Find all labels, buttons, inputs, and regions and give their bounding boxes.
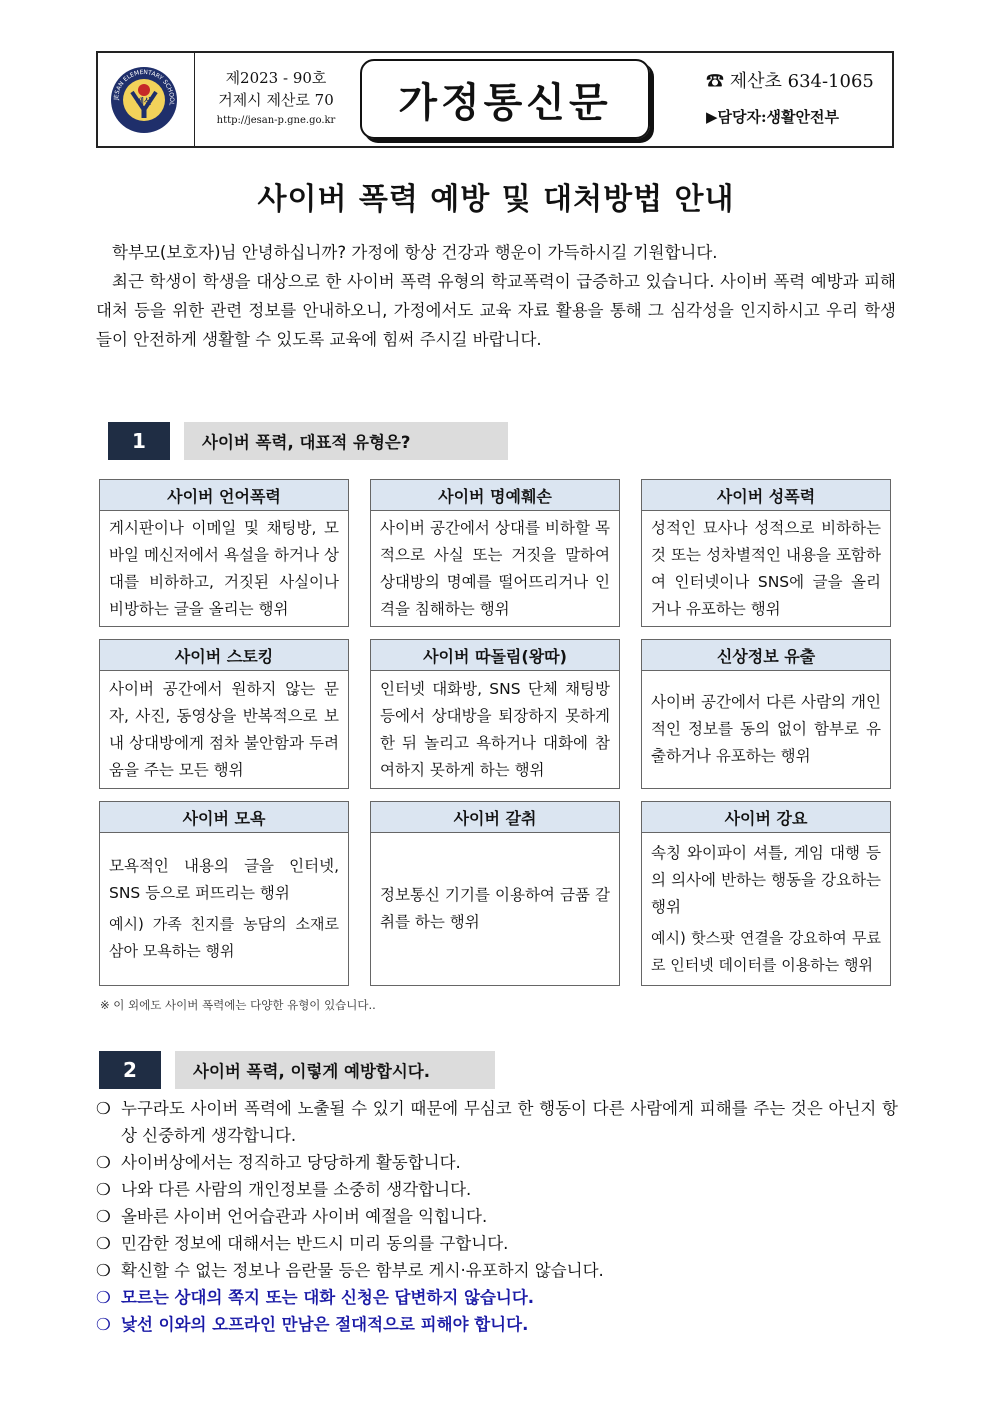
type-title: 사이버 스토킹 <box>100 640 348 671</box>
logo-cell <box>98 53 195 146</box>
type-box-coercion <box>641 801 891 986</box>
list-item: ❍ 사이버상에서는 정직하고 당당하게 활동합니다. <box>96 1149 898 1176</box>
type-desc: 사이버 공간에서 원하지 않는 문자, 사진, 동영상을 반복적으로 보내 상대방에게 점차 불안함과 두려움을 주는 모든 행위 <box>109 679 339 779</box>
intro-body: 최근 학생이 학생을 대상으로 한 사이버 폭력 유형의 학교폭력이 급증하고 있습니다. 사이버 폭력 예방과 피해 대처 등을 위한 관련 정보를 안내하오니, 가정에서도 교육 자료 활용을 통해 그 심각성을 인지하시고 우리 학생들이 안전하게 생활할 수 있도록 교육에 힘써 주시길 바랍니다. <box>96 272 896 349</box>
newsletter-title: 가정통신문 <box>398 78 612 126</box>
issue-meta <box>202 67 350 129</box>
newsletter-header <box>96 51 894 148</box>
section-1-header <box>108 422 508 460</box>
section-1-number: 1 <box>108 422 170 460</box>
list-item: ❍ 확신할 수 없는 정보나 음란물 등은 함부로 게시·유포하지 않습니다. <box>96 1257 898 1284</box>
newsletter-title-box <box>360 59 650 139</box>
list-item: ❍ 민감한 정보에 대해서는 반드시 미리 동의를 구합니다. <box>96 1230 898 1257</box>
circle-bullet-icon: ❍ <box>96 1207 111 1226</box>
list-item: ❍ 누구라도 사이버 폭력에 노출될 수 있기 때문에 무심코 한 행동이 다른 사람에게 피해를 주는 것은 아닌지 항상 신중하게 생각합니다. <box>96 1095 898 1149</box>
circle-bullet-icon: ❍ <box>96 1153 111 1172</box>
svg-text:JESAN ELEMENTARY SCHOOL: JESAN ELEMENTARY SCHOOL <box>112 68 176 106</box>
list-item: ❍ 나와 다른 사람의 개인정보를 소중히 생각합니다. <box>96 1176 898 1203</box>
type-desc: 게시판이나 이메일 및 채팅방, 모바일 메신저에서 욕설을 하거나 상대를 비하하고, 거짓된 사실이나 비방하는 글을 올리는 행위 <box>109 518 339 618</box>
list-item-emphasis: ❍ 낯선 이와의 오프라인 만남은 절대적으로 피해야 합니다. <box>96 1311 898 1338</box>
type-desc: 모욕적인 내용의 글을 인터넷, SNS 등으로 퍼뜨리는 행위 <box>109 857 339 902</box>
circle-bullet-icon: ❍ <box>96 1261 111 1280</box>
type-title: 사이버 강요 <box>642 802 890 833</box>
type-box-ostracism <box>370 639 620 789</box>
school-address: 거제시 제산로 70 <box>218 91 334 109</box>
contact-info <box>706 69 891 129</box>
type-title: 사이버 명예훼손 <box>371 480 619 511</box>
type-box-sexual <box>641 479 891 627</box>
type-desc: 사이버 공간에서 다른 사람의 개인적인 정보를 동의 없이 함부로 유출하거나 유포하는 행위 <box>651 693 881 765</box>
type-desc: 성적인 묘사나 성적으로 비하하는 것 또는 성차별적인 내용을 포함하여 인터넷이나 SNS에 글을 올리거나 유포하는 행위 <box>651 518 881 618</box>
type-title: 사이버 성폭력 <box>642 480 890 511</box>
type-box-personal-info <box>641 639 891 789</box>
type-example: 예시) 가족 친지를 농담의 소재로 삼아 모욕하는 행위 <box>109 915 339 960</box>
type-desc: 사이버 공간에서 상대를 비하할 목적으로 사실 또는 거짓을 말하여 상대방의 명예를 떨어뜨리거나 인격을 침해하는 행위 <box>380 518 610 618</box>
type-box-extortion <box>370 801 620 986</box>
type-title: 신상정보 유출 <box>642 640 890 671</box>
phone-icon: ☎ <box>706 71 724 92</box>
list-item: ❍ 올바른 사이버 언어습관과 사이버 예절을 익힙니다. <box>96 1203 898 1230</box>
phone-number: 제산초 634-1065 <box>729 71 874 92</box>
type-box-defamation <box>370 479 620 627</box>
phone-line <box>706 69 891 95</box>
manager-line <box>706 105 891 129</box>
prevention-list <box>96 1095 898 1338</box>
issue-number: 제2023 - 90호 <box>225 69 327 87</box>
svg-text:제산: 제산 <box>136 97 152 106</box>
type-desc: 정보통신 기기를 이용하여 금품 갈취를 하는 행위 <box>380 886 610 931</box>
section-1-label: 사이버 폭력, 대표적 유형은? <box>184 422 508 460</box>
section-2-number: 2 <box>99 1051 161 1089</box>
circle-bullet-icon: ❍ <box>96 1288 111 1307</box>
type-title: 사이버 따돌림(왕따) <box>371 640 619 671</box>
type-desc: 인터넷 대화방, SNS 단체 채팅방 등에서 상대방을 퇴장하지 못하게 한 뒤 놀리고 욕하거나 대화에 참여하지 못하게 하는 행위 <box>380 679 610 779</box>
type-desc: 속칭 와이파이 셔틀, 게임 대행 등의 의사에 반하는 행동을 강요하는 행위 <box>651 843 881 916</box>
type-title: 사이버 갈취 <box>371 802 619 833</box>
types-footnote: ※ 이 외에도 사이버 폭력에는 다양한 유형이 있습니다.. <box>100 998 376 1012</box>
type-example: 예시) 핫스팟 연결을 강요하여 무료로 인터넷 데이터를 이용하는 행위 <box>651 928 881 974</box>
manager-name: 담당자:생활안전부 <box>717 108 840 126</box>
intro-text <box>96 238 896 354</box>
circle-bullet-icon: ❍ <box>96 1180 111 1199</box>
page-title: 사이버 폭력 예방 및 대처방법 안내 <box>257 182 735 217</box>
type-box-insult <box>99 801 349 986</box>
type-box-verbal <box>99 479 349 627</box>
section-2-header <box>99 1051 499 1089</box>
triangle-right-icon: ▶ <box>706 108 718 126</box>
section-2-label: 사이버 폭력, 이렇게 예방합시다. <box>175 1051 495 1089</box>
circle-bullet-icon: ❍ <box>96 1099 111 1118</box>
list-item-emphasis: ❍ 모르는 상대의 쪽지 또는 대화 신청은 답변하지 않습니다. <box>96 1284 898 1311</box>
type-box-stalking <box>99 639 349 789</box>
type-title: 사이버 언어폭력 <box>100 480 348 511</box>
school-emblem-icon <box>110 66 178 134</box>
type-title: 사이버 모욕 <box>100 802 348 833</box>
school-url[interactable]: http://jesan-p.gne.go.kr <box>216 115 336 126</box>
circle-bullet-icon: ❍ <box>96 1234 111 1253</box>
intro-greeting: 학부모(보호자)님 안녕하십니까? 가정에 항상 건강과 행운이 가득하시길 기원합니다. <box>112 243 718 262</box>
circle-bullet-icon: ❍ <box>96 1315 111 1334</box>
